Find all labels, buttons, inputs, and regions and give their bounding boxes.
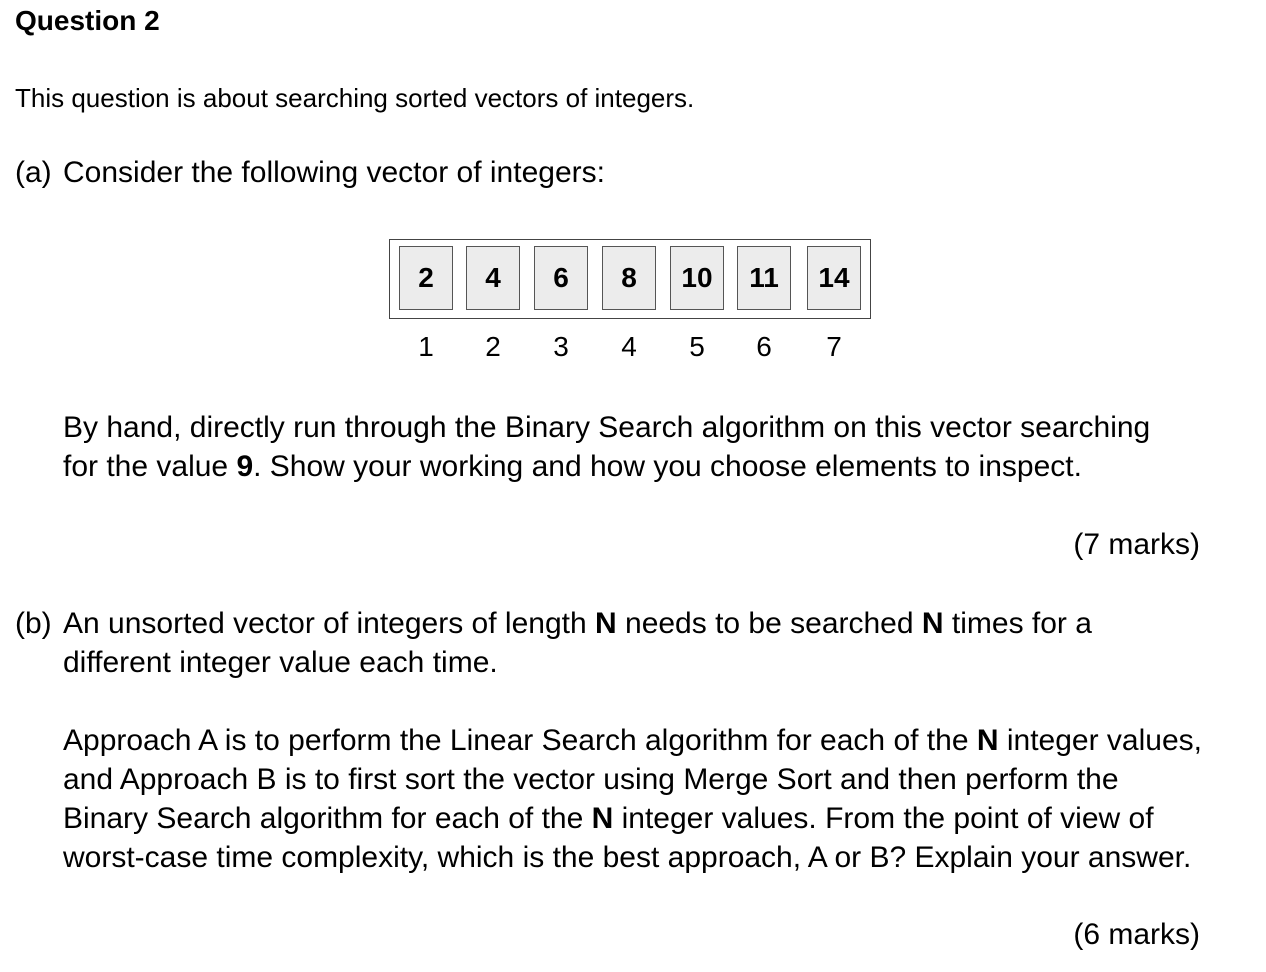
vector-index-label: 1 <box>418 331 434 362</box>
n-variable: N <box>595 607 617 640</box>
part-b-marks: (6 marks) <box>1073 918 1200 951</box>
vector-index-label: 5 <box>689 331 705 362</box>
part-b-lead-text-3: times for a different integer value each time. <box>63 607 1092 679</box>
question-intro: This question is about searching sorted vectors of integers. <box>15 83 695 113</box>
part-b-task-text-3: integer values. From the point of view of worst-case time complexity, which is the best approach, A or B? Explain your answer. <box>63 802 1192 874</box>
vector-index-label: 4 <box>621 331 637 362</box>
part-b-lead-text-1: An unsorted vector of integers of length <box>63 607 595 640</box>
vector-cell: 14 <box>807 246 861 310</box>
vector-index-label: 2 <box>485 331 501 362</box>
part-a-lead-text: Consider the following vector of integers: <box>63 156 605 189</box>
part-a-task-text <box>63 408 1193 486</box>
part-b-lead-text <box>63 604 1193 682</box>
vector-cell: 10 <box>670 246 724 310</box>
part-a-task-text-2: . Show your working and how you choose elements to inspect. <box>253 450 1082 483</box>
n-variable: N <box>921 607 944 640</box>
part-a-label: (a) <box>15 156 52 189</box>
vector-cell: 2 <box>399 246 453 310</box>
part-b-task-text-1: Approach A is to perform the Linear Search algorithm for each of the <box>63 724 977 757</box>
search-value: 9 <box>236 450 254 483</box>
vector-cell: 8 <box>602 246 656 310</box>
question-title: Question 2 <box>15 5 160 36</box>
part-a-task-text-1: By hand, directly run through the Binary Search algorithm on this vector searching for the value <box>63 411 1151 483</box>
n-variable: N <box>591 802 614 835</box>
part-b-lead-text-2: needs to be searched <box>616 607 922 640</box>
vector-cell: 11 <box>737 246 791 310</box>
part-a-marks: (7 marks) <box>1073 528 1200 561</box>
vector-index-label: 7 <box>826 331 842 362</box>
vector-index-label: 3 <box>553 331 569 362</box>
part-b-label: (b) <box>15 607 52 640</box>
vector-cell: 6 <box>534 246 588 310</box>
vector-index-label: 6 <box>756 331 772 362</box>
vector-cell: 4 <box>466 246 520 310</box>
n-variable: N <box>976 724 999 757</box>
part-b-task-text-2: integer values, and Approach B is to first sort the vector using Merge Sort and then perform the Binary Search algorithm for each of the <box>63 724 1202 835</box>
part-b-task-text <box>63 721 1203 877</box>
